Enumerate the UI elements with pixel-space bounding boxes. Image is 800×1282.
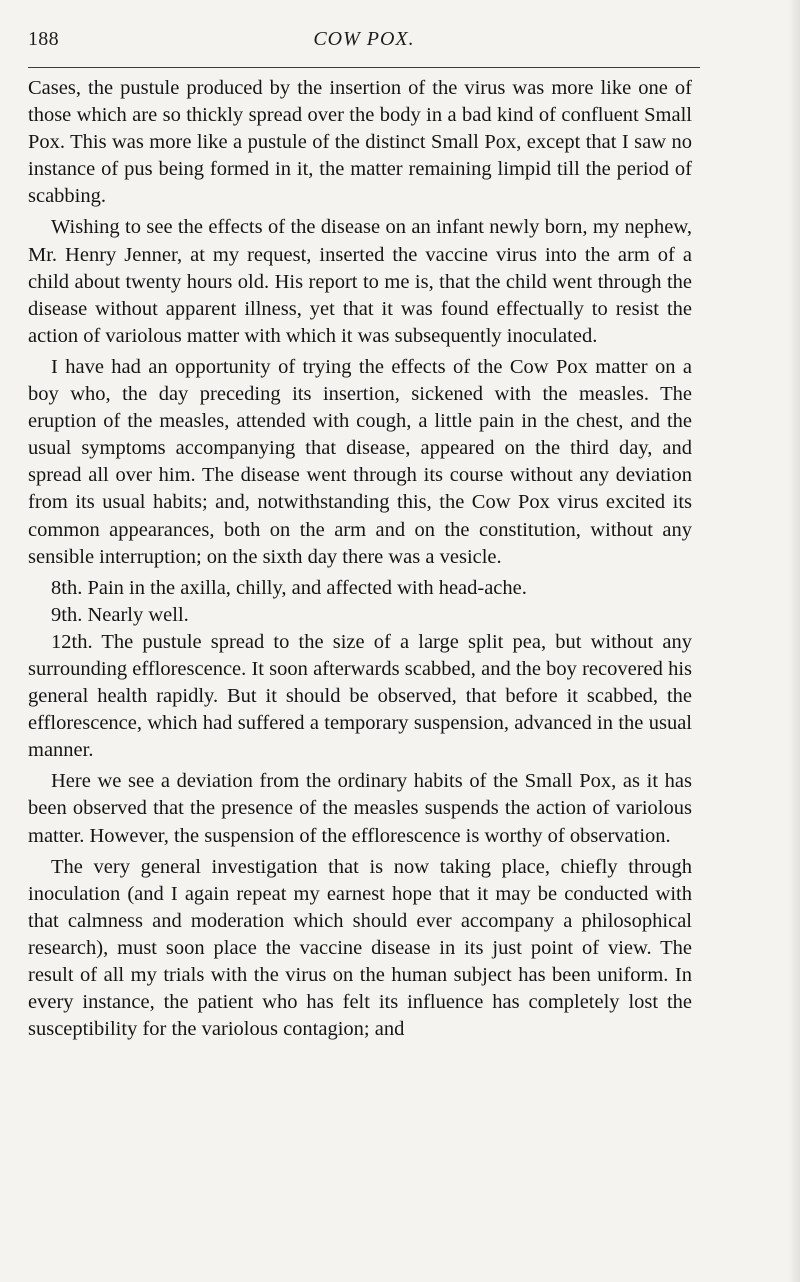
paragraph: 12th. The pustule spread to the size of a large split pea, but without any surrounding efflorescence. It soon afterwards scabbed, and the boy recovered his general health rapidly. But it should be observed, that before it scabbed, the efflorescence, which had suffered a temporary suspension, advanced in the usual manner. [28, 630, 692, 762]
page-number: 188 [28, 28, 59, 50]
body-text [28, 75, 692, 1043]
paragraph: I have had an opportunity of trying the effects of the Cow Pox matter on a boy who, the day preceding its insertion, sickened with the measles. The eruption of the measles, attended with cough, a little pain in the chest, and the usual symptoms accompanying that disease, appeared on the third day, and spread all over him. The disease went through its course without any deviation from its usual habits; and, notwithstanding this, the Cow Pox virus excited its common appearances, both on the arm and on the constitution, without any sensible interruption; on the sixth day there was a vesicle. [28, 355, 692, 568]
header-rule [28, 67, 700, 68]
page-edge-shadow [788, 0, 800, 1282]
paragraph: 8th. Pain in the axilla, chilly, and affected with head-ache. [51, 576, 527, 599]
paragraph: Here we see a deviation from the ordinary habits of the Small Pox, as it has been observed that the presence of the measles suspends the action of variolous matter. However, the suspension of the efflorescence is worthy of observation. [28, 770, 692, 847]
paragraph: 9th. Nearly well. [51, 603, 189, 626]
running-title: COW POX. [313, 28, 415, 50]
paragraph: Cases, the pustule produced by the insertion of the virus was more like one of those which are so thickly spread over the body in a bad kind of confluent Small Pox. This was more like a pustule of the distinct Small Pox, except that I saw no instance of pus being formed in it, the matter remaining limpid till the period of scabbing. [28, 77, 692, 208]
paragraph: Wishing to see the effects of the disease on an infant newly born, my nephew, Mr. Henry Jenner, at my request, inserted the vaccine virus into the arm of a child about twenty hours old. His report to me is, that the child went through the disease without apparent illness, yet that it was found effectually to resist the action of variolous matter with which it was subsequently inoculated. [28, 216, 692, 347]
page-header [28, 28, 700, 68]
paragraph: The very general investigation that is now taking place, chiefly through inoculation (and I again repeat my earnest hope that it may be conducted with that calmness and moderation which should ever accompany a philosophical research), must soon place the vaccine disease in its just point of view. The result of all my trials with the virus on the human subject has been uniform. In every instance, the patient who has felt its influence has completely lost the susceptibility for the variolous contagion; and [28, 855, 692, 1041]
